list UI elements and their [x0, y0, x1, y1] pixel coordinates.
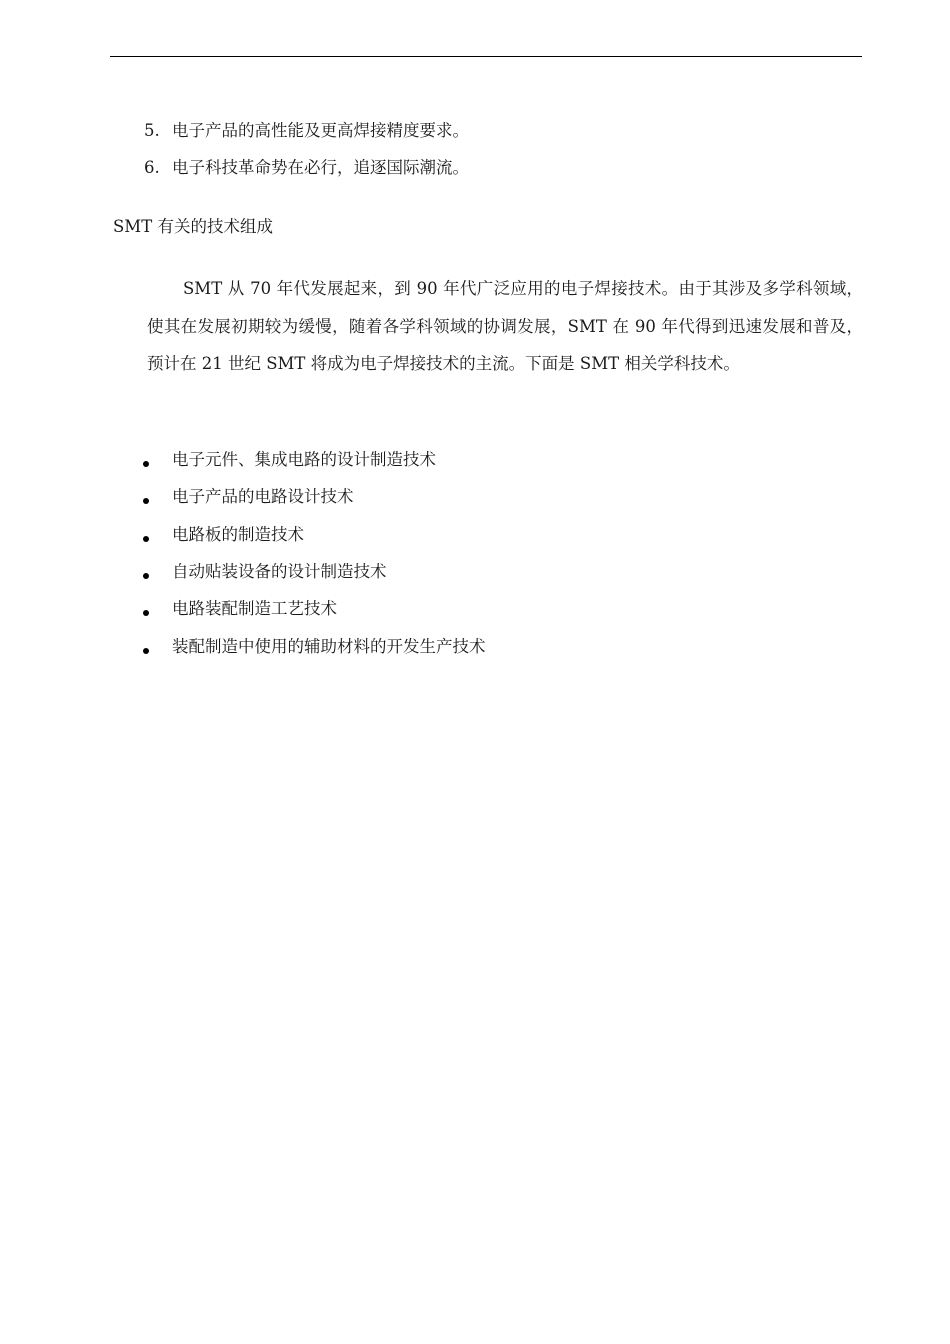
numbered-item-text: 电子科技革命势在必行，追逐国际潮流。 [172, 158, 469, 177]
list-number: 5. [144, 121, 160, 140]
bullet-item: 自动贴装设备的设计制造技术 [172, 562, 387, 581]
header-rule [110, 56, 862, 57]
bullet-item: 电路板的制造技术 [172, 525, 304, 544]
bullet-item: 电子产品的电路设计技术 [172, 487, 354, 506]
bullet-item: 电路装配制造工艺技术 [172, 599, 337, 618]
bullet-item: 电子元件、集成电路的设计制造技术 [172, 450, 436, 469]
bullet-icon [143, 573, 149, 579]
bullet-icon [143, 461, 149, 467]
section-heading: SMT 有关的技术组成 [113, 217, 273, 236]
bullet-item: 装配制造中使用的辅助材料的开发生产技术 [172, 637, 486, 656]
bullet-icon [143, 648, 149, 654]
bullet-icon [143, 536, 149, 542]
bullet-icon [143, 498, 149, 504]
body-paragraph: SMT 从 70 年代发展起来，到 90 年代广泛应用的电子焊接技术。由于其涉及多学科领域，使其在发展初期较为缓慢，随着各学科领域的协调发展，SMT 在 90 年代得到迅速发展和普及，预计在 21 世纪 SMT 将成为电子焊接技术的主流。下面是 SMT 相关学科技术。 [147, 279, 863, 373]
bullet-icon [143, 610, 149, 616]
list-number: 6. [144, 158, 160, 177]
numbered-item-text: 电子产品的高性能及更高焊接精度要求。 [172, 121, 469, 140]
